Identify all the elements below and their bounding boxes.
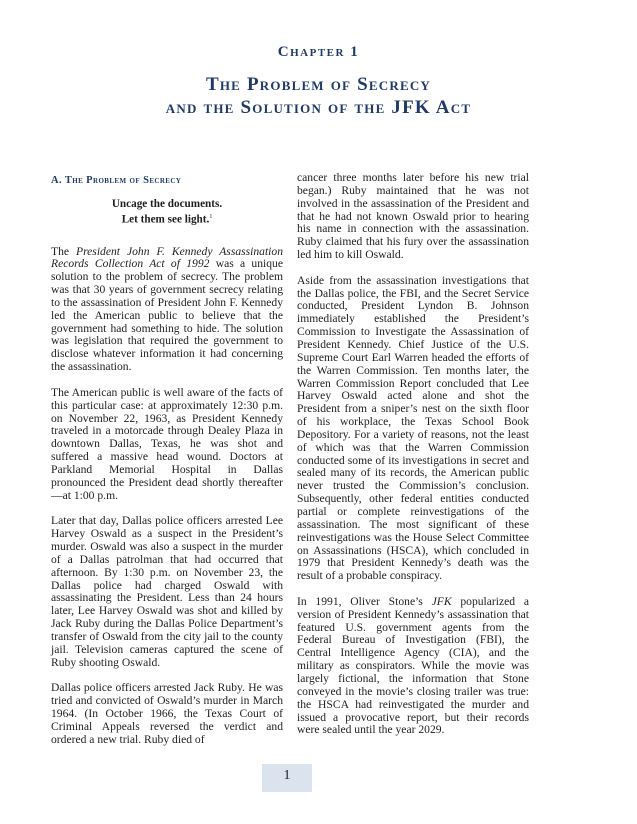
- act-title: President John F. Kennedy Assassination Records Collection Act of 1992: [51, 244, 283, 271]
- paragraph-stone-film-post: popularized a version of President Kennedy’s assassination that featured U.S. government agents from the Federal Bureau of Investigation (FBI), the Central Intelligence Agency (CIA), and the military as conspirators. While the movie was largely fictional, the information that Stone conveyed in the movie’s closing trailer was true: the HSCA had reinvestigated the murder and issued a provocative report, but their records were sealed until the year 2029.: [297, 594, 529, 737]
- page-number: 1: [283, 768, 291, 783]
- footnote-marker: 1: [209, 213, 213, 220]
- paragraph-facts: The American public is well aware of the facts of this particular case: at approximately 12:30 p.m. on November 22, 1963, as President Kennedy traveled in a motorcade through Dealey Plaza in downtown Dallas, Texas, he was shot and suffered a massive head wound. Doctors at Parkland Memorial Hospital in Dallas pronounced the President dead shortly thereafter—at 1:00 p.m.: [51, 385, 283, 502]
- paragraph-oswald: Later that day, Dallas police officers arrested Lee Harvey Oswald as a suspect in the President’s murder. Oswald was also a suspect in the murder of a Dallas patrolman that had occurred that afternoon. By 1:30 p.m. on November 23, the Dallas police had charged Oswald with assassinating the President. Less than 24 hours later, Lee Harvey Oswald was shot and killed by Jack Ruby during the Dallas Police Department’s transfer of Oswald from the city jail to the county jail. Television cameras captured the scene of Ruby shooting Oswald.: [51, 514, 283, 669]
- paragraph-act-intro-pre: The: [51, 244, 76, 258]
- chapter-title: [0, 73, 637, 119]
- film-title: JFK: [431, 594, 452, 608]
- left-column: [51, 172, 283, 760]
- epigraph-line-1: Uncage the documents.: [111, 197, 223, 210]
- paragraph-ruby-continued: cancer three months later before his new trial began.) Ruby maintained that he was not involved in the assassination of the President and that he had not known Oswald prior to hearing his name in connection with the assassination. Ruby claimed that his fury over the assassination led him to kill Oswald.: [297, 171, 529, 262]
- section-heading: A. The Problem of Secrecy: [51, 175, 182, 186]
- paragraph-investigations: Aside from the assassination investigations that the Dallas police, the FBI, and the Secret Service conducted, President Lyndon B. Johnson immediately established the President’s Commission to Investigate the Assassination of President Kennedy. Chief Justice of the U.S. Supreme Court Earl Warren headed the efforts of the Warren Commission. Ten months later, the Warren Commission Report concluded that Lee Harvey Oswald acted alone and shot the President from a sniper’s nest on the sixth floor of his workplace, the Texas School Book Depository. For a variety of reasons, not the least of which was that the Warren Commission conducted some of its investigations in secret and sealed many of its records, the American public never trusted the Commission’s conclusion. Subsequently, other federal entities conducted partial or complete reinvestigations of the assassination. The most significant of these reinvestigations was the House Select Committee on Assassinations (HSCA), which concluded in 1979 that President Kennedy’s death was the result of a probable conspiracy.: [297, 273, 529, 583]
- paragraph-stone-film: [297, 596, 529, 737]
- epigraph: [51, 198, 283, 227]
- epigraph-line-2: [51, 211, 283, 227]
- chapter-label: Chapter 1: [277, 44, 360, 60]
- paragraph-stone-film-pre: In 1991, Oliver Stone’s: [297, 594, 432, 608]
- paragraph-ruby: Dallas police officers arrested Jack Ruby. He was tried and convicted of Oswald’s murder in March 1964. (In October 1966, the Texas Court of Criminal Appeals reversed the verdict and ordered a new trial. Ruby died of: [51, 681, 283, 746]
- epigraph-line-2-text: Let them see light.: [121, 213, 210, 226]
- right-column: [297, 172, 529, 750]
- paragraph-act-intro: [51, 246, 283, 374]
- paragraph-act-intro-post: was a unique solution to the problem of secrecy. The problem was that 30 years of government secrecy relating to the assassination of President John F. Kennedy led the American public to believe that the government had something to hide. The solution was legislation that required the government to disclose whatever information it had concerning the assassination.: [51, 257, 283, 374]
- chapter-title-line-2: and the Solution of the JFK Act: [165, 97, 472, 118]
- chapter-title-line-1: The Problem of Secrecy: [205, 74, 431, 95]
